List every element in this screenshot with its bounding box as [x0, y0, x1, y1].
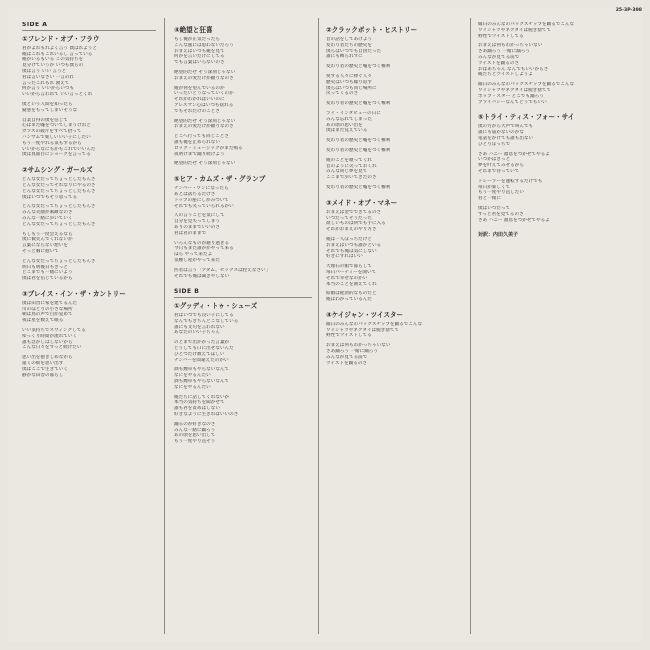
lyric-line: こんな日々をずっと続けたい [22, 345, 82, 351]
lyric-line: さあ踊ろう 一緒に踊ろう [326, 349, 378, 355]
lyric-line: 変わり者の歴史と嘘をつく権利 [326, 64, 391, 70]
lyric-line: それがわかればいいのに [174, 97, 225, 103]
lyric-line: 思い出を抱きしめながら [22, 355, 73, 361]
lyric-line: 僕は田舎に家を建てるんだ [22, 300, 78, 306]
song-title: ②サムシング・ガールズ [22, 166, 93, 175]
stanza-gap [478, 223, 628, 227]
lyric-line: もしもう一度会えるなら [22, 231, 73, 237]
lyric-line: ワイシャツやネクタイは脱ぎ捨てて [326, 327, 400, 333]
lyric-line: 結婚は経済的なものだと [326, 291, 377, 297]
catalog-number: 25-3P-398 [615, 8, 642, 13]
lyric-line: どうしても口に出せないんだ [174, 346, 234, 352]
lyric-line: 僕はまだ覚えている [326, 128, 368, 134]
lyric-line: トレーラーを運転するだけでも [478, 178, 543, 184]
lyric-line: それでも俺は気にしない [326, 248, 377, 254]
lyric-line: ハンサムで楽しいいい子にしたい [22, 134, 91, 140]
lyric-line: それがおまえのやり方さ [326, 227, 377, 233]
stanza-gap [326, 366, 460, 370]
lyric-line: もう一度やれる気もするから [22, 140, 82, 146]
lyric-line: 俺たちに話してくれないか [174, 394, 230, 400]
lyric-line: 誰にも文句を言われない [174, 324, 225, 330]
lyric-line: 僕らはいつでも自由だった [326, 48, 382, 54]
stanza-gap [22, 158, 156, 162]
lyric-line: もう一度やり直そう [174, 439, 216, 445]
lyric-line: 誰にも届かないのかな [478, 130, 524, 136]
lyric-line: どこまでも一緒にいよう [22, 270, 73, 276]
column-divider [164, 18, 165, 634]
lyric-line: ナンバー・ワンになったら [174, 186, 229, 192]
lyric-line: 僕はいつでもそう思ってる [22, 194, 78, 200]
lyric-line: 毎日が楽しくて [478, 184, 511, 190]
lyric-line: 言葉にならない想いを [22, 243, 68, 249]
lyric-line: どんな女だってちょっとしたもんさ [22, 221, 96, 227]
lyric-line: 今日もまた誰かがやって来る [174, 246, 234, 252]
lyric-line: それまで待っていて [478, 168, 520, 174]
side-heading: SIDE A [22, 22, 156, 31]
lyric-line: 欲しいものは何でも手に入る [326, 221, 386, 227]
lyric-line: みんな同じ夢を見て [326, 169, 368, 175]
lyric-line: 僕はいつだって [478, 205, 511, 211]
lyric-line: おまえはいつも俺を見て [174, 48, 225, 54]
lyric-line: 僕は君を信じているから [22, 276, 73, 282]
lyric-line: いったいどうなっていくのか [174, 91, 234, 97]
lyric-line: 僕は言う いい 言うと [22, 68, 67, 74]
lyric-line: でも言葉はいらないのさ [174, 60, 225, 66]
lyric-line: ずっと君を見てるのさ [478, 211, 524, 217]
lyric-line: 夜は星を数えて眠る [22, 318, 64, 324]
lyric-line: なにをやるんだい [174, 384, 211, 390]
lyric-line: 誰も急かしはしないから [22, 339, 73, 345]
lyric-line: あなたのいい子ちゃん [174, 330, 220, 336]
lyric-line: さあ ハニー 溜息をつかせてやるよ [478, 151, 550, 157]
lyric-line: 何か言う いいからいつも [22, 86, 74, 92]
lyric-line: 俺はこれもこれいるし 言っている [22, 51, 93, 57]
lyric-line: 君と一緒に [478, 196, 501, 202]
lyric-line: 君がよれもれよく言う 僕はれようと [22, 45, 97, 51]
lyric-line: おまえはいつも誰かといる [326, 242, 382, 248]
lyric-line: 愛する人々に捧ぐ人々 [326, 73, 372, 79]
lyric-line: あの頃の思い出を [326, 122, 363, 128]
lyric-line: いつかはきっと [478, 157, 511, 163]
song-title: ③メイド・オブ・マネー [326, 198, 398, 207]
lyric-line: 誰も君を責めはしない [174, 406, 220, 412]
lyric-line: 本当のことを教えてくれ [326, 281, 377, 287]
lyric-line: 夜明けまで踊り続けよう [174, 151, 225, 157]
lyric-line: いい気持ちでスウィングしてる [22, 328, 86, 334]
lyric-line: 本当の気持ちを聞かせて [174, 400, 225, 406]
stanza-gap [174, 279, 312, 283]
lyric-line: 君は言いなさい 一言のれ [22, 74, 74, 80]
lyric-line: みんな忘れてしまった [326, 116, 372, 122]
lyric-line: 僕の方から大声で叫んでも [478, 124, 534, 130]
lyric-line: 酒も煙草もやらないなんて [174, 367, 230, 373]
lyric-line: さあ踊ろう 一緒に踊ろう [478, 49, 530, 55]
lyric-sheet [8, 8, 642, 642]
lyric-line: どんな女だってちょっとしたもんさ [22, 177, 96, 183]
lyric-line: ロック・ミュージックがまた鳴る [174, 145, 243, 151]
lyric-line: 俺がいるもいる この気持ちを [22, 57, 84, 63]
lyric-line: 川のほとりの小さな場所 [22, 306, 73, 312]
column-divider [318, 18, 319, 634]
translator-credit: 対訳：内田久美子 [478, 232, 519, 239]
lyric-line: みんな笑顔が素敵なのさ [22, 210, 73, 216]
lyric-line: どこへ行っても同じことさ [174, 134, 229, 140]
stanza-gap [326, 191, 460, 195]
lyric-line: 毎日パーティーを開いて [326, 269, 377, 275]
lyric-line: 俺のことを歌ってくれ [326, 157, 372, 163]
side-heading: SIDE B [174, 289, 312, 298]
lyric-line: もう一度やり直したい [478, 190, 524, 196]
stanza-gap [22, 378, 156, 382]
lyric-line: 好きにすればいい [326, 254, 363, 260]
lyric-line: 何かを言いたげにしてる [174, 54, 225, 60]
lyric-line: どんな女だってちょっとしたもんさ [22, 188, 96, 194]
lyric-line: 戻ってくるのさ [326, 91, 359, 97]
lyric-line: 俺はわかっているんだ [326, 297, 372, 303]
lyric-line: ライ・インタビューの日に [326, 110, 381, 116]
lyric-line: ひとつだけ教えてほしい [174, 351, 225, 357]
lyric-line: 変わり者の歴史と嘘をつく権利 [326, 184, 391, 190]
lyric-line: 心はまた嘘をついてしまうけれど [22, 123, 91, 129]
stanza-gap [174, 445, 312, 449]
lyric-line: どんな女だってちょっとしたもんさ [22, 204, 96, 210]
stanza-gap [326, 303, 460, 307]
lyric-line: 昔のように笑っておくれ [326, 163, 377, 169]
lyric-line: トップの座にしがみついて [174, 197, 229, 203]
lyric-line: 君はいつでも良い子にしてる [174, 313, 234, 319]
lyric-line: おまえは何もわかっちゃいない [326, 343, 391, 349]
lyric-line: みんな一緒に歩いていく [22, 215, 73, 221]
lyric-line: 昔の話をしてあげよう [326, 37, 372, 42]
lyric-line: 見分けていうか いつも僕らの [22, 63, 84, 69]
column-4 [478, 22, 628, 636]
lyric-line: 絶望的だぜ そう深刻じゃない [174, 118, 236, 124]
lyric-line: ゆっくり時間が流れていく [22, 333, 78, 339]
lyric-line: ほら やって来たよ [174, 252, 213, 258]
lyric-line: でもそれだけのことさ [174, 108, 220, 114]
lyric-line: ワイシャツやネクタイは脱ぎ捨てて [478, 87, 552, 93]
lyric-line: 自業自得の僕を信じて [22, 117, 68, 123]
lyric-line: もし俺が正気だったら [174, 37, 220, 42]
lyric-line: 僕らはいつも同じ場所に [326, 85, 377, 91]
lyric-line: みんな一緒に踊ろう [174, 427, 216, 433]
lyric-line: 君は君のままで [174, 230, 207, 236]
lyric-line: 夢を叶えてみせるから [478, 163, 524, 169]
lyric-line: 医者は言う「アダム、セックスは控えなさい」 [174, 267, 271, 273]
song-title: ③プレイス・イン・ザ・カントリー [22, 289, 126, 298]
lyric-line: ツイストを踊るのさ [478, 60, 520, 66]
lyric-line: どんな女だってちょっとしたもんさ [22, 258, 96, 264]
lyric-line: 明日も明後日もきっと [22, 264, 68, 270]
song-title: ②クラックボット・ヒストリー [326, 26, 418, 34]
lyric-line: こんな風には思わないだろう [174, 42, 234, 48]
lyric-line: 縁日のみんなのパックスチップを踊るでこんな [326, 321, 423, 327]
lyric-line: なんでもきちんとこなしている [174, 318, 239, 324]
column-1 [22, 22, 156, 636]
lyric-line: 絶望的だぜ そう深刻じゃない [174, 69, 236, 75]
song-title: ⑤ヒア・カムズ・ザ・グランプ [174, 175, 266, 184]
lyric-line: 俺が何を望んでいるのか [174, 85, 225, 91]
lyric-line: 俺たちとツイストしようよ [478, 72, 533, 78]
lyric-line: 歴史はいつも繰り返す [326, 79, 372, 85]
stanza-gap [174, 167, 312, 171]
lyric-line: 遠くの街を思い出す [22, 361, 64, 367]
lyric-line: 疑惑をもってしまいそうな [22, 107, 78, 113]
lyric-line: おばあちゃん なんでもいいからさ [478, 66, 549, 72]
lyric-line: いつだってそうだった [326, 215, 372, 221]
lyric-line: 野性でツイストしてる [478, 33, 524, 39]
lyric-line: 僕は真面目にジョークを言ってる [22, 152, 91, 158]
lyric-line: ありのままでいいのさ [174, 224, 220, 230]
lyric-line: 縁日のみんなのパックスチップを踊るでこんな [478, 22, 575, 27]
lyric-line: さあ ハニー 溜息をつかせてやるよ [478, 217, 550, 223]
lyric-line: ボップ・スター どこでも踊ろう [478, 93, 544, 99]
lyric-line: あの頃を思い出して [174, 433, 216, 439]
lyric-line: 好きなように生きればいいのさ [174, 412, 239, 418]
column-3 [326, 22, 460, 636]
lyric-line: 変わり者の歴史と嘘をつく権利 [326, 138, 391, 144]
lyric-line: 酒も煙草もやらないなんて [174, 379, 230, 385]
song-title: ④ケイジャン・ツイスター [326, 310, 404, 319]
stanza-gap [22, 282, 156, 286]
lyric-line: 誰にも縛られずに [326, 54, 363, 60]
lyric-line: 気難し屋がやって来た [174, 257, 220, 263]
lyric-line: 変わり者の歴史と嘘をつく権利 [326, 147, 391, 153]
lyric-line: ここまで歩いてきたのさ [326, 175, 377, 181]
lyric-line: 言ったこれもれ 教えて [22, 80, 70, 86]
lyric-line: プライバシーなんてどうでもいい [478, 99, 547, 105]
lyric-line: 絶望的だぜ そう深刻じゃない [174, 161, 236, 167]
lyric-line: ひとりぼっちで [478, 141, 511, 147]
lyric-line: ツイストを踊るのさ [326, 360, 368, 366]
lyric-line: なにをやるんだい [174, 373, 211, 379]
lyric-line: いろんなものが通り過ぎる [174, 240, 230, 246]
lyric-line: ワイシャツやネクタイは脱ぎ捨てて [478, 27, 552, 33]
lyric-line: 僕はここで生きていく [22, 366, 68, 372]
lyric-line: 電話をかけても誰も出ない [478, 135, 534, 141]
lyric-line: 俺は一人ぼっちだけど [326, 236, 372, 242]
lyric-line: どんな女だってそれなりにやるのさ [22, 182, 96, 188]
song-title: ④絶望と狂喜 [174, 26, 213, 34]
lyric-line: おまえは何もわかっちゃいない [478, 43, 543, 49]
lyric-line: ガラスの破片をすべて拾って [22, 129, 82, 135]
lyric-line: 縁日のみんなのパックスチップを踊るでこんな [478, 82, 575, 88]
lyric-line: 僕という人間を知ったら [22, 101, 73, 107]
lyric-line: いいから言われて いい言っとくれ [22, 92, 93, 98]
lyric-line: 変わり者の歴史と嘘をつく権利 [326, 101, 391, 107]
lyric-line: 僕に微笑んでくれないか [22, 237, 73, 243]
lyric-line: それでも笑っていられるかい [174, 203, 234, 209]
lyric-line: おまえは金でできてるのさ [326, 209, 382, 215]
lyric-line: 朝は鳥の声で目が覚めて [22, 312, 73, 318]
lyric-line: みんなが見てる前で [478, 54, 520, 60]
song-title: ⑤トライ・ティス・フォー・サイ [478, 113, 575, 122]
lyric-line: 誰も俺を止められない [174, 139, 220, 145]
lyric-line: おまえの愛だけが頼りなのさ [174, 75, 234, 81]
column-2 [174, 22, 312, 636]
lyric-line: のどまで出かかった言葉が [174, 340, 230, 346]
stanza-gap [478, 105, 628, 109]
lyric-line: あとは落ちるだけさ [174, 191, 216, 197]
lyric-line: 変わり者たちの歴史を [326, 42, 372, 48]
lyric-line: みんなが見てる前で [326, 354, 368, 360]
lyric-line: 踊るのが好きなのさ [174, 421, 216, 427]
lyric-line: 大理石の館で暮らして [326, 264, 372, 270]
column-divider [470, 18, 471, 634]
lyric-line: アレスマン心はいつも揺れる [174, 102, 234, 108]
lyric-line: 人の言うことを気にして [174, 213, 225, 219]
lyric-line: そっと胸に抱いて [22, 248, 59, 254]
song-title: ①グッディ・トゥ・シューズ [174, 302, 258, 311]
lyric-line: 静かな田舎の暮らし [22, 372, 64, 378]
lyric-line: それで幸せなのかい [326, 275, 368, 281]
lyric-line: それでも俺は聞きやしない [174, 273, 230, 279]
lyric-line: いいからなにもかもこれでいいんだ [22, 146, 96, 152]
lyric-line: 自分を見失ってしまう [174, 219, 220, 225]
lyric-line: 野性でツイストしてる [326, 333, 372, 339]
lyric-line: ナンバーを間違えたのかい [174, 357, 229, 363]
lyric-line: おまえの愛だけが頼りなのさ [174, 124, 234, 130]
song-title: ①フレンド・オブ・フラウ [22, 34, 100, 43]
